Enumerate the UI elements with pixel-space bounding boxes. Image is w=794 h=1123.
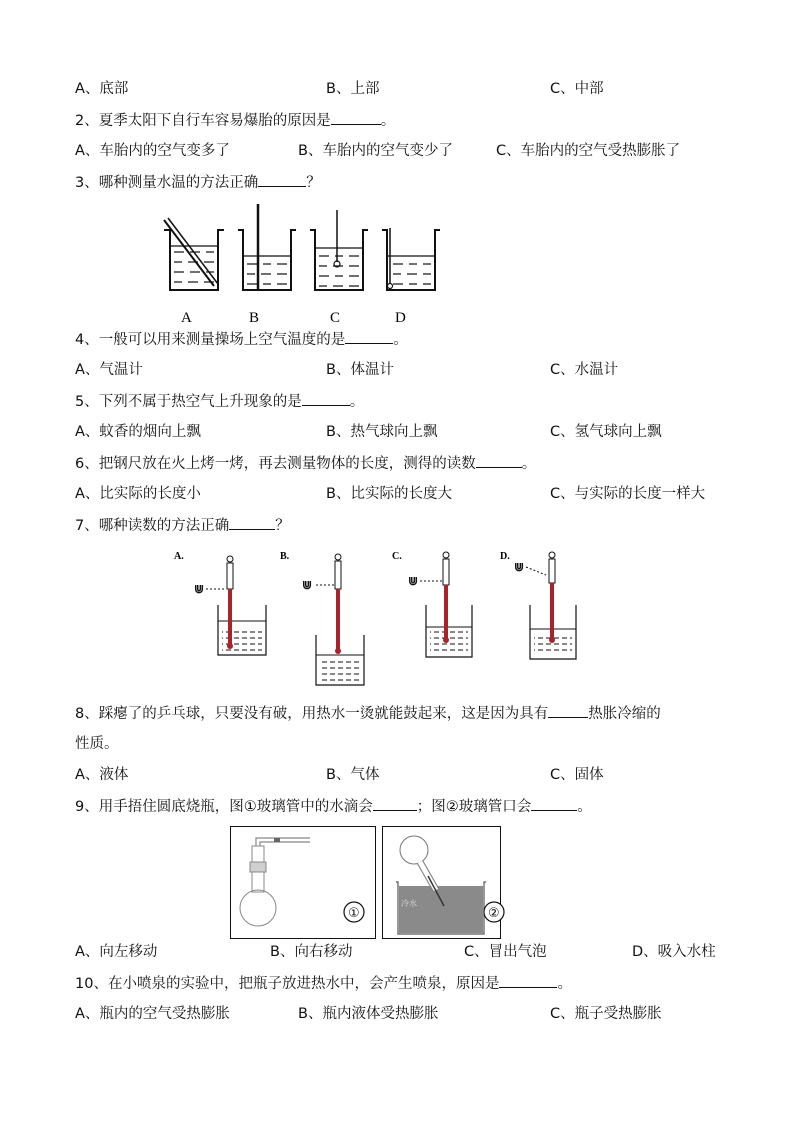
q8-text: 8、踩瘪了的乒乓球，只要没有破，用热水一烫就能鼓起来，这是因为具有 — [75, 706, 549, 722]
q5-stem — [75, 391, 364, 412]
q3-label-d: D — [395, 310, 406, 326]
q4-answer-blank[interactable] — [345, 329, 393, 344]
q9-label-1: ① — [348, 906, 360, 921]
q10-end: 。 — [557, 976, 572, 992]
q2-stem — [75, 110, 395, 131]
q9-flask-figures — [230, 826, 530, 941]
q7-end: ？ — [275, 518, 290, 534]
q2-option-c[interactable]: C、车胎内的空气受热膨胀了 — [496, 143, 681, 159]
q2-text: 2、夏季太阳下自行车容易爆胎的原因是 — [75, 113, 331, 129]
q1-option-b[interactable]: B、上部 — [326, 81, 380, 97]
q9-option-c[interactable]: C、冒出气泡 — [464, 944, 547, 960]
q3-stem — [75, 172, 321, 193]
q9-answer-blank-2[interactable] — [531, 796, 577, 811]
svg-text:⋓: ⋓ — [302, 578, 313, 592]
q9-figure-1[interactable] — [231, 827, 376, 939]
q2-option-b[interactable]: B、车胎内的空气变少了 — [298, 143, 453, 159]
q7-label-c: C. — [392, 551, 402, 562]
q3-beakers-figure — [150, 200, 450, 330]
q9-text: 9、用手捂住圆底烧瓶，图①玻璃管中的水滴会 — [75, 799, 373, 815]
q7-diagram-a[interactable] — [174, 551, 266, 655]
q5-answer-blank[interactable] — [302, 391, 350, 406]
q9-label-2: ② — [488, 906, 500, 921]
svg-text:⋓: ⋓ — [194, 582, 205, 596]
q9-mid: ；图②玻璃管口会 — [416, 799, 532, 815]
q10-option-a[interactable]: A、瓶内的空气受热膨胀 — [75, 1006, 230, 1022]
q5-option-a[interactable]: A、蚊香的烟向上飘 — [75, 424, 201, 440]
q8-option-b[interactable]: B、气体 — [326, 767, 380, 783]
q5-end: 。 — [349, 394, 365, 410]
q2-end: 。 — [380, 113, 396, 129]
q6-option-b[interactable]: B、比实际的长度大 — [326, 486, 452, 502]
q2-answer-blank[interactable] — [331, 110, 381, 125]
q7-diagram-b[interactable] — [280, 551, 364, 685]
q7-diagram-d[interactable] — [500, 551, 576, 659]
q6-option-a[interactable]: A、比实际的长度小 — [75, 486, 201, 502]
q9-stem — [75, 796, 592, 817]
q9-option-b[interactable]: B、向右移动 — [270, 944, 353, 960]
q6-end: 。 — [521, 456, 537, 472]
q8-option-c[interactable]: C、固体 — [550, 767, 604, 783]
q8-answer-blank[interactable] — [548, 703, 588, 718]
q4-option-b[interactable]: B、体温计 — [326, 362, 394, 378]
q9-figure-2[interactable] — [383, 827, 505, 939]
q7-stem — [75, 515, 290, 536]
q2-option-a[interactable]: A、车胎内的空气变多了 — [75, 143, 230, 159]
q4-stem — [75, 329, 408, 350]
q10-text: 10、在小喷泉的实验中，把瓶子放进热水中，会产生喷泉，原因是 — [75, 976, 500, 992]
q7-label-b: B. — [280, 551, 290, 562]
q6-stem — [75, 453, 536, 474]
q7-answer-blank[interactable] — [229, 515, 275, 530]
q7-text: 7、哪种读数的方法正确 — [75, 518, 230, 534]
svg-text:⋓: ⋓ — [514, 560, 525, 574]
q10-stem — [75, 973, 572, 994]
q3-beaker-d[interactable] — [382, 228, 440, 290]
q3-label-a: A — [181, 310, 192, 326]
q3-beaker-b[interactable] — [238, 204, 296, 290]
q8-continuation: 性质。 — [75, 736, 119, 752]
q9-cold-water-label: 冷水 — [401, 899, 417, 908]
q6-option-c[interactable]: C、与实际的长度一样大 — [550, 486, 706, 502]
svg-text:⋓: ⋓ — [408, 574, 419, 588]
q9-end: 。 — [577, 799, 592, 815]
q9-option-a[interactable]: A、向左移动 — [75, 944, 158, 960]
q8-stem — [75, 703, 661, 724]
q5-option-c[interactable]: C、氢气球向上飘 — [550, 424, 662, 440]
q4-option-c[interactable]: C、水温计 — [550, 362, 619, 378]
q8-option-a[interactable]: A、液体 — [75, 767, 129, 783]
q5-text: 5、下列不属于热空气上升现象的是 — [75, 394, 302, 410]
q3-beaker-a[interactable] — [164, 218, 224, 290]
q7-diagram-c[interactable] — [392, 551, 472, 657]
q5-option-b[interactable]: B、热气球向上飘 — [326, 424, 438, 440]
q7-thermometer-figure — [170, 545, 590, 695]
q7-label-d: D. — [500, 551, 510, 562]
q8-end: 热胀冷缩的 — [588, 706, 661, 722]
q3-label-c: C — [330, 310, 341, 326]
q10-option-b[interactable]: B、瓶内液体受热膨胀 — [298, 1006, 439, 1022]
q4-option-a[interactable]: A、气温计 — [75, 362, 143, 378]
q3-label-b: B — [249, 310, 260, 326]
q6-answer-blank[interactable] — [476, 453, 522, 468]
q9-option-d[interactable]: D、吸入水柱 — [632, 944, 716, 960]
q10-option-c[interactable]: C、瓶子受热膨胀 — [550, 1006, 662, 1022]
q1-option-c[interactable]: C、中部 — [550, 81, 604, 97]
q10-answer-blank[interactable] — [499, 973, 557, 988]
q3-answer-blank[interactable] — [258, 172, 306, 187]
q9-answer-blank-1[interactable] — [373, 796, 417, 811]
q4-end: 。 — [393, 332, 408, 348]
q1-option-a[interactable]: A、底部 — [75, 81, 129, 97]
q3-end: ？ — [306, 175, 321, 191]
q6-text: 6、把钢尺放在火上烤一烤，再去测量物体的长度，测得的读数 — [75, 456, 476, 472]
q7-label-a: A. — [174, 551, 184, 562]
q3-beaker-c[interactable] — [310, 210, 368, 290]
q4-text: 4、一般可以用来测量操场上空气温度的是 — [75, 332, 346, 348]
q3-text: 3、哪种测量水温的方法正确 — [75, 175, 259, 191]
